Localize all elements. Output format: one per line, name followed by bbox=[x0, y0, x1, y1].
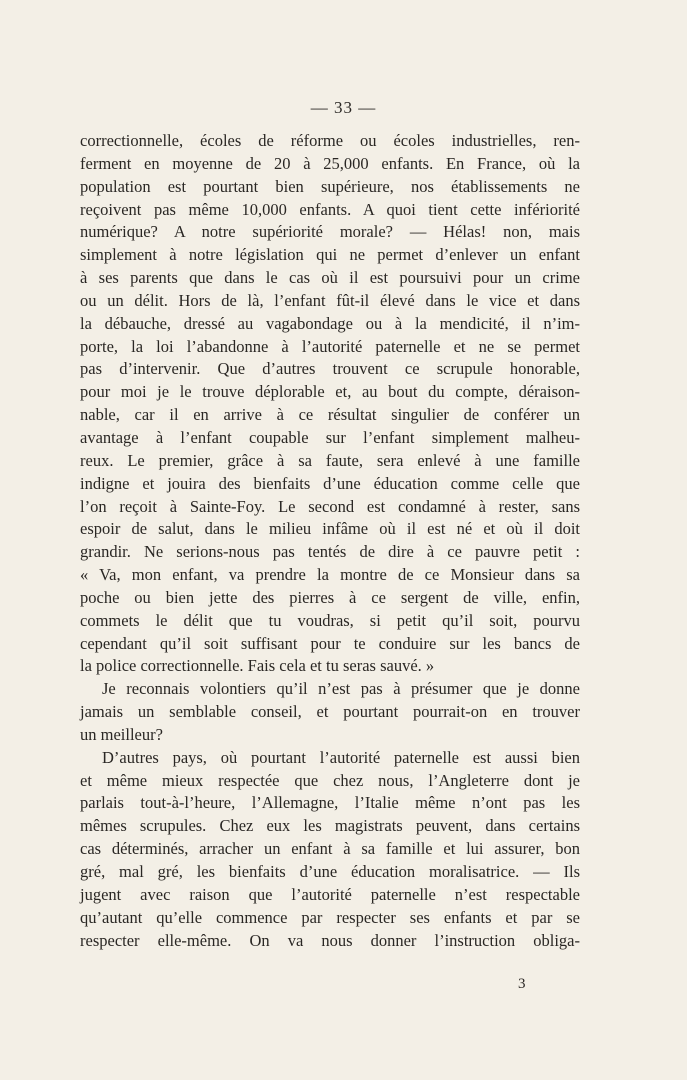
text-line: nable, car il en arrive à ce résultat singulier de conférer un bbox=[80, 405, 580, 425]
text-line: et même mieux respectée que chez nous, l’Angleterre dont je bbox=[80, 770, 580, 790]
text-line: l’on reçoit à Sainte-Foy. Le second est condamné à rester, sans bbox=[80, 496, 580, 516]
text-line: qu’autant qu’elle commence par respecter ses enfants et par se bbox=[80, 907, 580, 927]
text-line: grandir. Ne serions-nous pas tentés de dire à ce pauvre petit : bbox=[80, 542, 580, 562]
text-line: ferment en moyenne de 20 à 25,000 enfants. En France, où la bbox=[80, 153, 580, 173]
text-line: porte, la loi l’abandonne à l’autorité paternelle et ne se permet bbox=[80, 336, 580, 356]
text-line: Je reconnais volontiers qu’il n’est pas à présumer que je donne bbox=[102, 679, 580, 699]
text-line: cependant qu’il soit suffisant pour te conduire sur les bancs de bbox=[80, 633, 580, 653]
text-line: correctionnelle, écoles de réforme ou écoles industrielles, ren- bbox=[80, 131, 580, 150]
text-line: à ses parents que dans le cas où il est poursuivi pour un crime bbox=[80, 268, 580, 288]
text-line: poche ou bien jette des pierres à ce sergent de ville, enfin, bbox=[80, 587, 580, 607]
text-line: la débauche, dressé au vagabondage ou à la mendicité, il n’im- bbox=[80, 313, 580, 333]
text-line: un meilleur? bbox=[80, 724, 163, 744]
text-line: cas déterminés, arracher un enfant à sa famille et lui assurer, bon bbox=[80, 839, 580, 859]
text-line: indigne et jouira des bienfaits d’une éducation comme celle que bbox=[80, 473, 580, 493]
text-line: respecter elle-même. On va nous donner l’instruction obliga- bbox=[80, 930, 580, 950]
text-line: la police correctionnelle. Fais cela et tu seras sauvé. » bbox=[80, 656, 435, 676]
text-line: population est pourtant bien supérieure, nos établissements ne bbox=[80, 176, 580, 196]
text-line: espoir de salut, dans le milieu infâme où il est né et où il doit bbox=[80, 519, 580, 539]
text-line: jamais un semblable conseil, et pourtant pourrait-on en trouver bbox=[80, 702, 580, 722]
body-text bbox=[80, 130, 580, 952]
signature-mark: 3 bbox=[518, 976, 526, 992]
text-line: « Va, mon enfant, va prendre la montre de ce Monsieur dans sa bbox=[80, 565, 580, 585]
text-line: avantage à l’enfant coupable sur l’enfant simplement malheu- bbox=[80, 427, 580, 447]
text-line: parlais tout-à-l’heure, l’Allemagne, l’Italie même n’ont pas les bbox=[80, 793, 580, 813]
text-line: numérique? A notre supériorité morale? — Hélas! non, mais bbox=[80, 222, 580, 242]
text-line: D’autres pays, où pourtant l’autorité paternelle est aussi bien bbox=[102, 747, 580, 767]
text-line: reux. Le premier, grâce à sa faute, sera enlevé à une famille bbox=[80, 450, 580, 470]
text-line: pas d’intervenir. Que d’autres trouvent ce scrupule honorable, bbox=[80, 359, 580, 379]
text-line: reçoivent pas même 10,000 enfants. A quoi tient cette infériorité bbox=[80, 199, 580, 219]
text-line: simplement à notre législation qui ne permet d’enlever un enfant bbox=[80, 245, 580, 265]
text-line: jugent avec raison que l’autorité paternelle n’est respectable bbox=[80, 884, 580, 904]
text-line: mêmes scrupules. Chez eux les magistrats peuvent, dans certains bbox=[80, 816, 580, 836]
text-line: ou un délit. Hors de là, l’enfant fût-il élevé dans le vice et dans bbox=[80, 290, 580, 310]
text-line: gré, mal gré, les bienfaits d’une éducation moralisatrice. — Ils bbox=[80, 862, 580, 881]
text-line: commets le délit que tu voudras, si petit qu’il soit, pourvu bbox=[80, 610, 580, 630]
text-line: pour moi je le trouve déplorable et, au bout du compte, déraison- bbox=[80, 382, 580, 402]
page-number: — 33 — bbox=[310, 98, 377, 117]
